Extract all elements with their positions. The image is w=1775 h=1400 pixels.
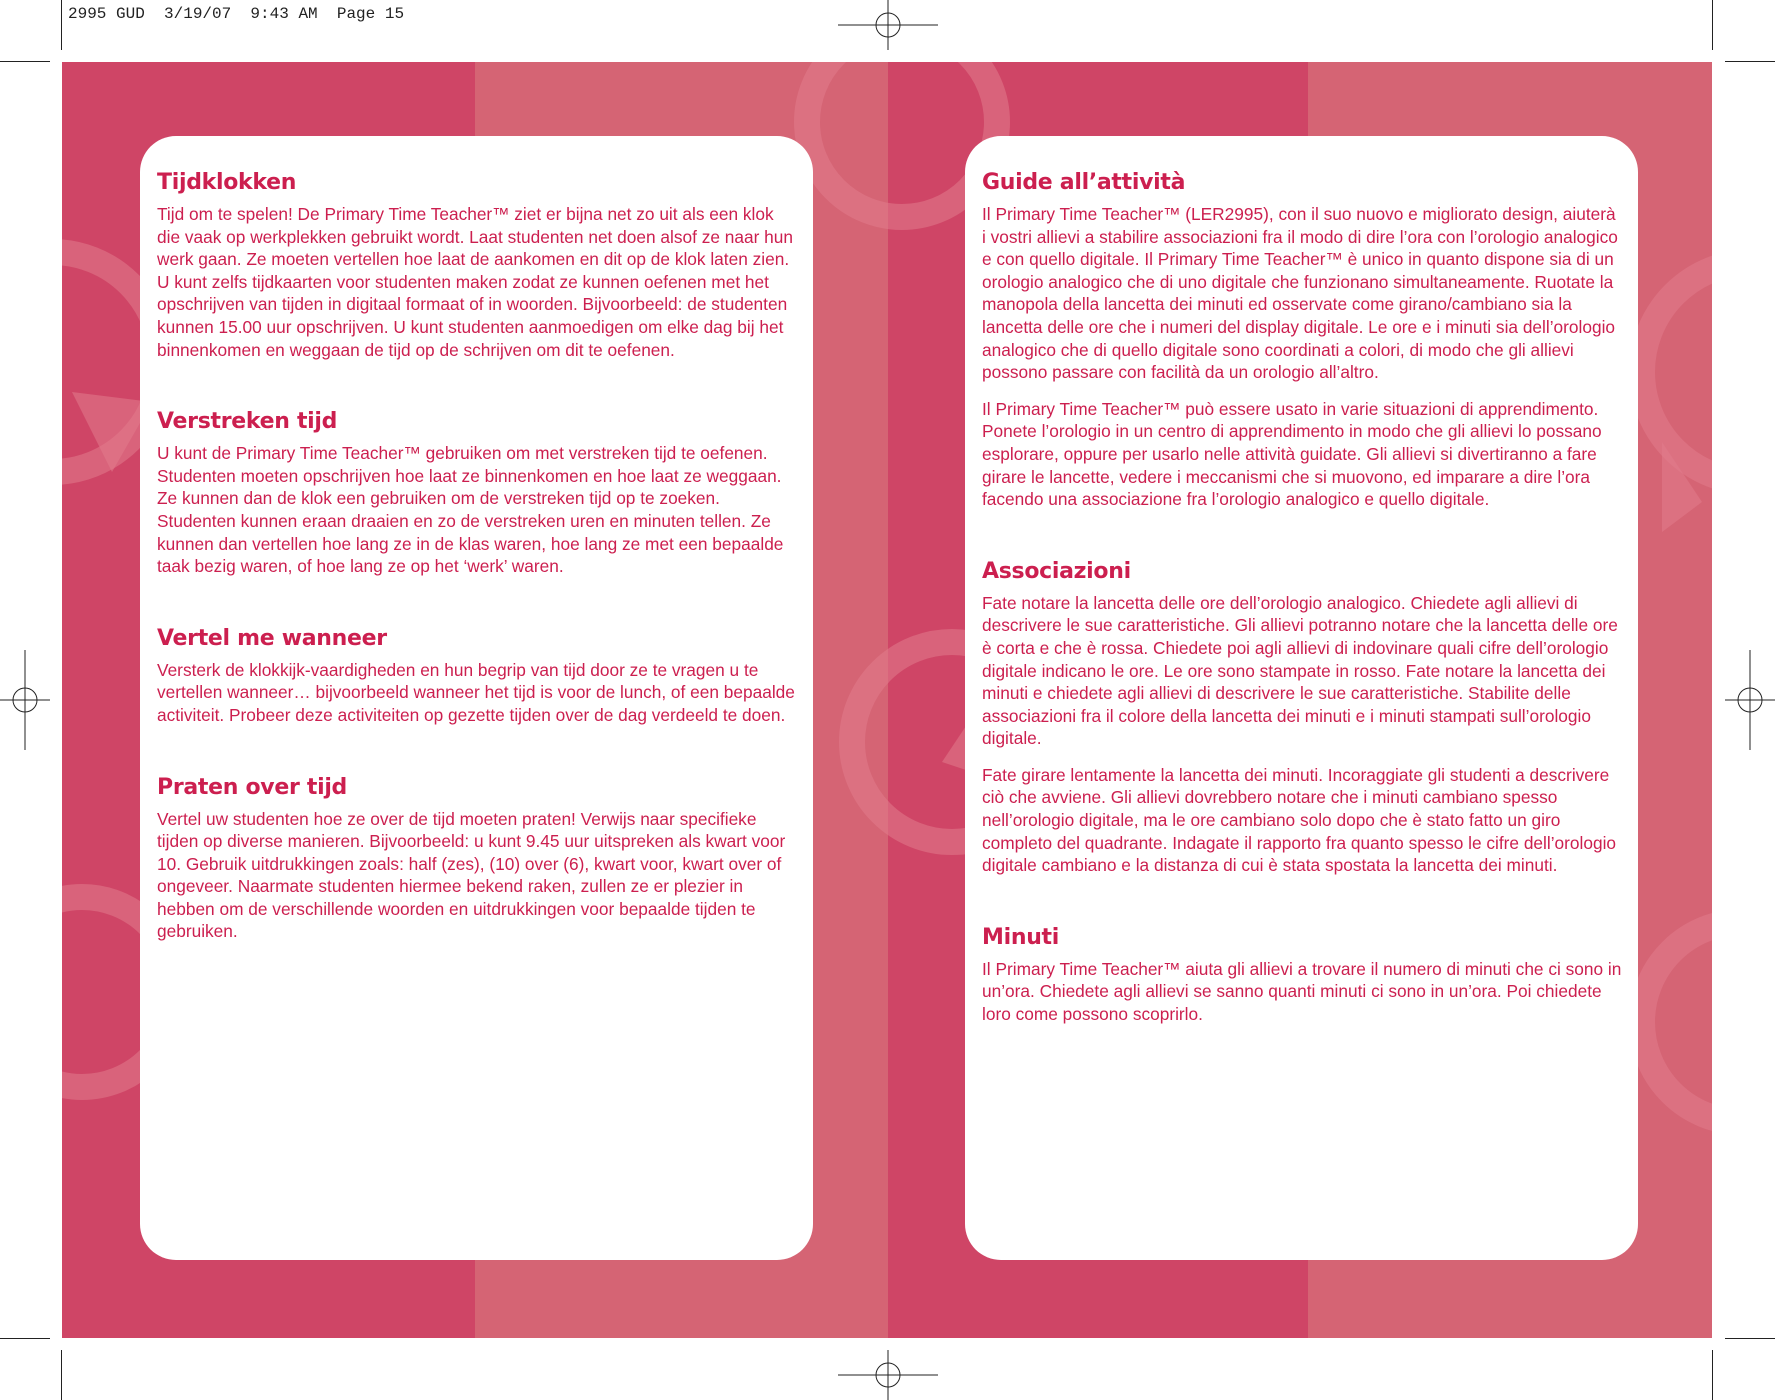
page-spread: [62, 62, 1712, 1338]
paragraph: Fate girare lentamente la lancetta dei minuti. Incoraggiate gli studenti a descrivere ciò che avviene. Gli allievi dovrebbero notare che i minuti cambiano spesso nell’orologio digitale, ma le ore cambiano solo dopo che è stato fatto un giro completo del quadrante. Indagate il rapporto fra quanto spesso le cifre dell’orologio digitale cambiano e la distanza di cui è stata spostata la lancetta dei minuti.: [982, 764, 1617, 876]
paragraph: Versterk de klokkijk-vaardigheden en hun begrip van tijd door ze te vragen u te vertellen wanneer… bijvoorbeeld wanneer het tijd is voor de lunch, of een bepaalde activiteit. Probeer deze activiteiten op gezette tijden over de dag verdeeld te doen.: [157, 659, 795, 725]
registration-mark-top: [838, 0, 938, 50]
section-title: Tijdklokken: [157, 170, 297, 195]
print-slug: 2995 GUD 3/19/07 9:43 AM Page 15: [68, 5, 405, 23]
section-praten-over-tijd: [157, 775, 797, 944]
section-title: Verstreken tijd: [157, 409, 338, 435]
section-title: Praten over tijd: [157, 774, 348, 800]
section-guide-attivita: [982, 170, 1622, 511]
paragraph: Tijd om te spelen! De Primary Time Teacher™ ziet er bijna net zo uit als een klok die vaak op werkplekken gebruikt wordt. Laat studenten net doen alsof ze naar hun werk gaan. Ze moeten vertellen hoe laat de aankomen en dit op de klok laten zien. U kunt zelfs tijdkaarten voor studenten maken zodat ze kunnen oefenen met het opschrijven van tijden in digitaal formaat of in woorden. Bijvoorbeeld: de studenten kunnen 15.00 uur opschrijven. U kunt studenten aanmoedigen om elke dag bij het binnenkomen en weggaan de tijd op de schrijven om dit te oefenen.: [157, 204, 793, 360]
left-panel: [140, 136, 813, 1260]
paragraph: Fate notare la lancetta delle ore dell’orologio analogico. Chiedete agli allievi di descrivere le sue caratteristiche. Gli allievi potranno notare che la lancetta delle ore è corta e che è rossa. Chiedete poi agli allievi di indovinare quali cifre dell’orologio digitale indicano le ore. Le ore sono stampate in rosso. Fate notare la lancetta dei minuti e chiedete agli allievi di descrivere le sue caratteristiche. Stabilite delle associazioni fra il colore della lancetta dei minuti e i minuti stampati sull’orologio digitale.: [982, 592, 1618, 749]
section-title: Minuti: [982, 924, 1060, 950]
section-title: Associazioni: [982, 558, 1131, 584]
paragraph: Il Primary Time Teacher™ (LER2995), con il suo nuovo e migliorato design, aiuterà i vostri allievi a stabilire associazioni fra il modo di dire l’ora con l’orologio analogico e con quello digitale. Il Primary Time Teacher™ è unico in quanto dispone sia di un orologio analogico che di uno digitale che funzionano simultaneamente. Ruotate la manopola della lancetta dei minuti ed osservate come girano/cambiano sia la lancetta delle ore che i numeri del display digitale. Le ore e i minuti sia dell’orologio analogico che di quello digitale sono coordinati a colori, di modo che gli allievi possono passare con facilità da un orologio all’altro.: [982, 204, 1618, 383]
paragraph: U kunt de Primary Time Teacher™ gebruiken om met verstreken tijd te oefenen. Studenten moeten opschrijven hoe laat ze binnenkomen en hoe laat ze weggaan. Ze kunnen dan de klok een gebruiken om de verstreken tijd op te zoeken. Studenten kunnen eraan draaien en zo de verstreken uren en minuten tellen. Ze kunnen dan vertellen hoe lang ze in de klas waren, hoe lang ze met een bepaalde taak bezig waren, of hoe lang ze op het ‘werk’ waren.: [157, 443, 784, 577]
section-minuti: [982, 925, 1622, 1026]
right-panel: [965, 136, 1638, 1260]
section-title: Vertel me wanneer: [157, 625, 387, 651]
section-vertel-me-wanneer: [157, 626, 797, 727]
section-verstreken-tijd: [157, 409, 797, 578]
paragraph: Il Primary Time Teacher™ può essere usato in varie situazioni di apprendimento. Ponete l’orologio in un centro di apprendimento in modo che gli allievi lo possano esplorare, oppure per usarlo nelle attività guidate. Gli allievi si divertiranno a fare girare le lancette, vedere i meccanismi che si muovono, ed imparare a dire l’ora facendo una associazione fra l’orologio analogico e quello digitale.: [982, 398, 1602, 510]
section-title: Guide all’attività: [982, 170, 1186, 195]
section-associazioni: [982, 559, 1622, 877]
registration-mark-right: [1725, 650, 1775, 750]
registration-mark-bottom: [838, 1350, 938, 1400]
section-tijdklokken: [157, 170, 797, 361]
registration-mark-left: [0, 650, 50, 750]
paragraph: Vertel uw studenten hoe ze over de tijd moeten praten! Verwijs naar specifieke tijden op diverse manieren. Bijvoorbeeld: u kunt 9.45 uur uitspreken als kwart voor 10. Gebruik uitdrukkingen zoals: half (zes), (10) over (6), kwart voor, kwart over of ongeveer. Naarmate studenten hiermee bekend raken, zullen ze er plezier in hebben om de verschillende woorden en uitdrukkingen voor bepaalde tijden te gebruiken.: [157, 808, 786, 942]
paragraph: Il Primary Time Teacher™ aiuta gli allievi a trovare il numero di minuti che ci sono in un’ora. Chiedete agli allievi se sanno quanti minuti ci sono in un’ora. Poi chiedete loro come possono scoprirlo.: [982, 958, 1622, 1025]
clock-shape-5: [1642, 262, 1712, 482]
clock-shape-6: [1642, 922, 1712, 1122]
